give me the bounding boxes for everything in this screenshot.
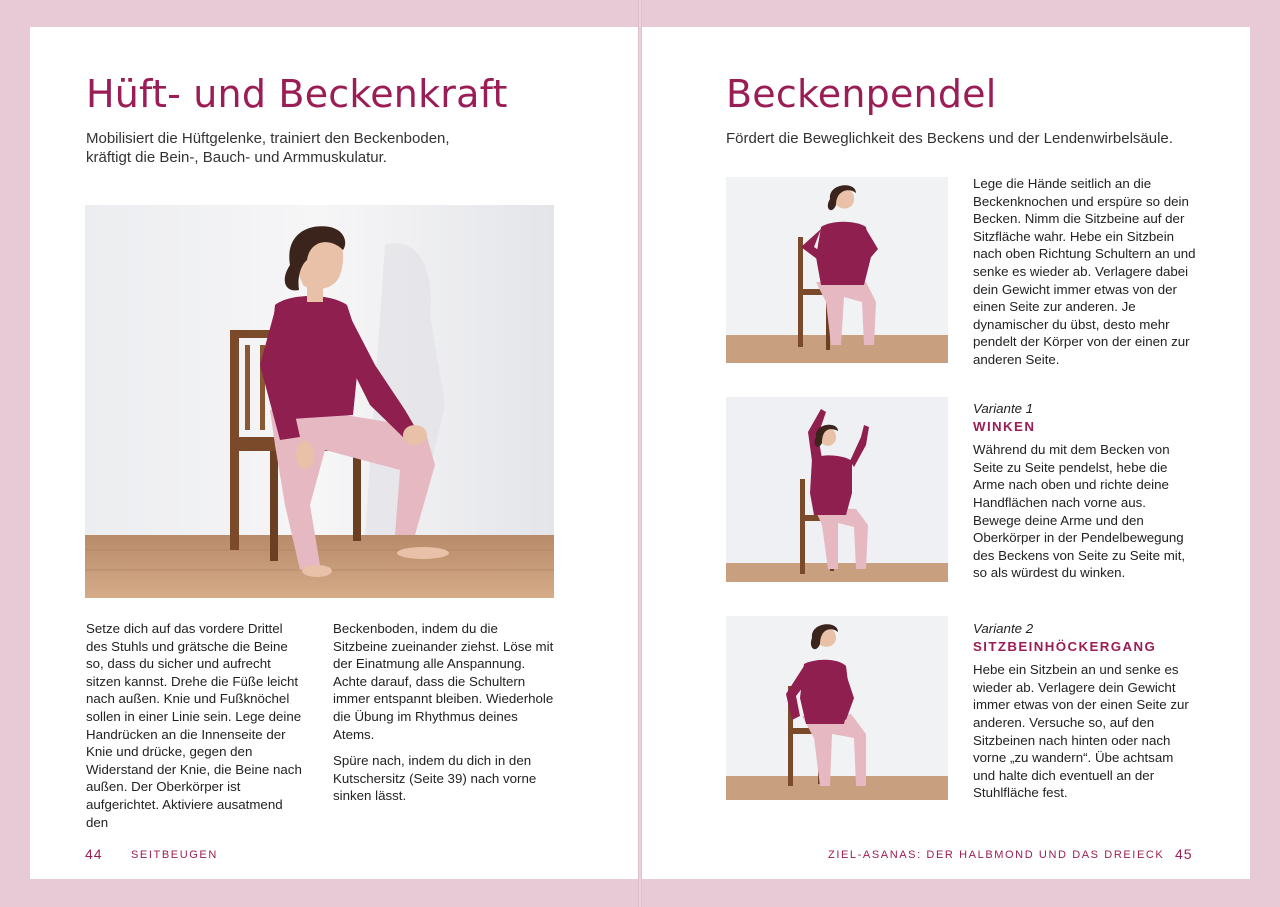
variant2-text: Hebe ein Sitzbein an und senke es wieder ab. Verlagere dein Gewicht immer etwas von der einen Seite zur anderen. Versuche so, auf den Sitzbeinen nach hinten oder nach vorne „zu wandern“. Übe achtsam und halte dich eventuell an der Stuhlfläche fest. <box>973 662 1189 801</box>
right-page-subtitle: Fördert die Beweglichkeit des Beckens und der Lendenwirbelsäule. <box>726 130 1173 147</box>
left-page-subtitle <box>86 129 566 167</box>
left-col2-paragraph-1: Beckenboden, indem du die Sitzbeine zueinander ziehst. Löse mit der Einatmung alle Anspannung. Achte darauf, dass die Schultern immer entspannt bleiben. Wiederhole die Übung im Rhythmus deines Atems. <box>333 621 554 742</box>
footer-left: SEITBEUGEN <box>131 849 218 861</box>
variant1-text: Während du mit dem Becken von Seite zu Seite pendelst, hebe die Arme nach oben und richte deine Handflächen nach vorne aus. Bewege deine Arme und den Oberkörper in der Pendelbewegung des Beckens von Seite zu Seite mit, so als würdest du winken. <box>973 442 1186 581</box>
left-col2-paragraph-2: Spüre nach, indem du dich in den Kutschersitz (Seite 39) nach vorne sinken lässt. <box>333 753 537 804</box>
variant1-block <box>973 400 1197 582</box>
main-exercise-photo <box>85 205 554 598</box>
left-col1-paragraph: Setze dich auf das vordere Drittel des Stuhls und grätsche die Beine so, dass du sicher und aufrecht sitzen kannst. Drehe die Füße leicht nach außen. Knie und Fußknöchel sollen in einer Linie sein. Lege deine Handrücken an die Innenseite der Knie und drücke, gegen den Widerstand der Knie, die Beine nach außen. Der Oberkörper ist aufgerichtet. Aktiviere ausatmend den <box>86 621 302 830</box>
right-page-title: Beckenpendel <box>726 72 997 116</box>
variant2-label: Variante 2 <box>973 621 1034 636</box>
exercise-photo-sitzbeinhoeckergang <box>726 616 948 800</box>
left-page <box>30 27 638 879</box>
step1-text: Lege die Hände seitlich an die Beckenknochen und erspüre so dein Becken. Nimm die Sitzbeine auf der Sitzfläche wahr. Hebe ein Sitzbein nach oben Richtung Schultern an und senke es wieder ab. Verlagere dabei dein Gewicht immer etwas von der einen Seite zur anderen. Je dynamischer du übst, desto mehr pendelt der Körper von der einen zur anderen Seite. <box>973 176 1196 367</box>
page-number-left: 44 <box>85 846 103 862</box>
variant1-label: Variante 1 <box>973 401 1034 416</box>
footer-right: ZIEL-ASANAS: DER HALBMOND UND DAS DREIECK <box>828 849 1165 861</box>
exercise-photo-winken <box>726 397 948 582</box>
left-subtitle-line1: Mobilisiert die Hüftgelenke, trainiert den Beckenboden, <box>86 130 450 147</box>
left-page-title: Hüft- und Beckenkraft <box>86 72 508 116</box>
left-column-2 <box>333 620 555 814</box>
variant2-name: SITZBEINHÖCKERGANG <box>973 638 1157 654</box>
left-column-1 <box>86 620 306 840</box>
variant1-name: WINKEN <box>973 418 1036 434</box>
right-page <box>642 27 1250 879</box>
variant2-block <box>973 620 1197 802</box>
exercise-photo-hands-on-hips <box>726 177 948 363</box>
page-number-right: 45 <box>1175 846 1193 862</box>
left-subtitle-line2: kräftigt die Bein-, Bauch- und Armmuskulatur. <box>86 149 387 166</box>
